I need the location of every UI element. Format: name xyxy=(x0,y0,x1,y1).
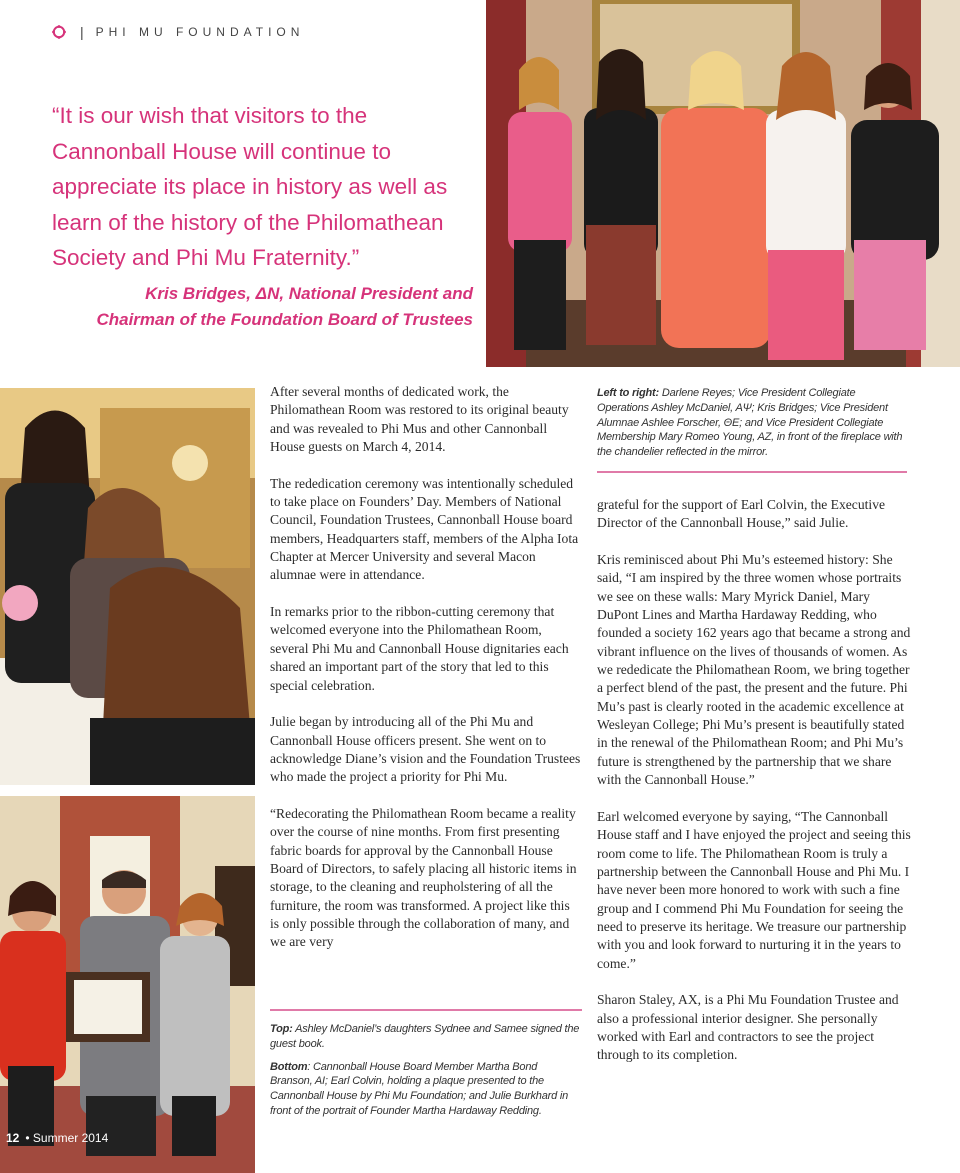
caption-divider xyxy=(270,1009,582,1011)
article-column-middle xyxy=(270,383,582,970)
attribution-line-1: Kris Bridges, ΔN, National President and xyxy=(145,284,473,303)
paragraph: “Redecorating the Philomathean Room became a reality over the course of nine months. From first presenting fabric boards for approval by the Cannonball House Board of Directors, to safely placing all historic items in storage, to the cleaning and reupholstering of all the furniture, the room was transformed. A project like this is only possible through the collaboration of many, and we are very xyxy=(270,805,577,950)
quote-attribution xyxy=(96,281,473,333)
top-photo-caption xyxy=(270,1022,582,1052)
page-number: 12 xyxy=(6,1131,20,1145)
caption-label: Bottom xyxy=(270,1060,308,1073)
flower-logo-icon xyxy=(52,25,66,39)
paragraph: Sharon Staley, AX, is a Phi Mu Foundation Trustee and also a professional interior designer. She personally worked with Earl and contractors to see the project through to its completion. xyxy=(597,992,899,1063)
pull-quote: “It is our wish that visitors to the Cannonball House will continue to appreciate its place in history as well as learn of the history of the Philomathean Society and Phi Mu Fraternity.” xyxy=(52,103,448,271)
left-photos-caption xyxy=(270,1022,582,1119)
organization-name: PHI MU FOUNDATION xyxy=(95,25,305,39)
paragraph: Julie began by introducing all of the Phi Mu and Cannonball House officers present. She went on to acknowledge Diane’s vision and the Foundation Trustees who made the project a priority for Phi Mu. xyxy=(270,714,581,785)
paragraph: In remarks prior to the ribbon-cutting ceremony that welcomed everyone into the Philomathean Room, several Phi Mu and Cannonball House dignitaries each shared an important part of the story that led to this special celebration. xyxy=(270,604,569,693)
page-footer xyxy=(6,1131,108,1145)
plaque xyxy=(66,972,150,1042)
caption-label: Left to right: xyxy=(597,387,659,399)
caption-divider xyxy=(597,471,907,473)
caption-text: : Cannonball House Board Member Martha Bond Branson, AI; Earl Colvin, holding a plaque presented to the Cannonball House by Phi Mu Foundation; and Julie Burkhard in front of the portrait of Founder Martha Hardaway Redding. xyxy=(270,1060,569,1117)
paragraph: After several months of dedicated work, the Philomathean Room was restored to its original beauty and was revealed to Phi Mus and other Cannonball House guests on March 4, 2014. xyxy=(270,384,569,455)
paragraph: Earl welcomed everyone by saying, “The Cannonball House staff and I have enjoyed the project and seeing this room come to life. The Philomathean Room is truly a partnership between the Cannonball House and Phi Mu. I have never been more honored to work with such a fine group and I commend Phi Mu Foundation for seeing the need to preserve its heritage. We treasure our partnership with you and look forward to nurturing it in the years to come.” xyxy=(597,808,911,971)
attribution-line-2: Chairman of the Foundation Board of Trustees xyxy=(96,310,473,329)
page-header xyxy=(52,24,304,40)
girl-2 xyxy=(90,567,255,785)
issue-date: • Summer 2014 xyxy=(25,1131,109,1145)
paragraph: grateful for the support of Earl Colvin, the Executive Director of the Cannonball House,” said Julie. xyxy=(597,497,886,531)
guest-book-photo xyxy=(0,388,255,785)
bottom-photo-caption xyxy=(270,1060,582,1119)
group-photo-caption xyxy=(597,386,907,460)
caption-text: Darlene Reyes; Vice President Collegiate Operations Ashley McDaniel, AΨ; Kris Bridges; Vice President Alumnae Ashlee Forscher, ΘE; and Vice President Collegiate Membership Mary Romeo Young, AZ, in front of the fireplace with the chandelier reflected in the mirror. xyxy=(597,387,903,459)
group-photo xyxy=(486,0,960,367)
paragraph: The rededication ceremony was intentionally scheduled to take place on Founders’ Day. Members of National Council, Foundation Trustees, Cannonball House board members, Headquarters staff, members of the Alpha Iota Chapter at Mercer University and several Macon alumnae were in attendance. xyxy=(270,475,579,583)
header-divider: | xyxy=(80,24,84,40)
caption-text: Ashley McDaniel’s daughters Sydnee and Samee signed the guest book. xyxy=(270,1023,580,1050)
paragraph: Kris reminisced about Phi Mu’s esteemed history: She said, “I am inspired by the three women whose portraits we see on these walls: Mary Myrick Daniel, Mary DuPont Lines and Martha Hardaway Redding, who founded a society 162 years ago that became a strong and vibrant influence on the lives of thousands of women. As we rededicate the Philomathean Room, we bring together a perfect blend of the past, the present and the future. Phi Mu’s past is clearly rooted in the academic excellence at Wesleyan College; Phi Mu’s present is beautifully stated in the renewal of the Philomathean Room; and Phi Mu’s future is strengthened by the partnership that we share with the Cannonball House.” xyxy=(597,552,911,788)
plaque-photo xyxy=(0,796,255,1173)
article-column-right xyxy=(597,496,912,1083)
caption-label: Top: xyxy=(270,1023,293,1035)
